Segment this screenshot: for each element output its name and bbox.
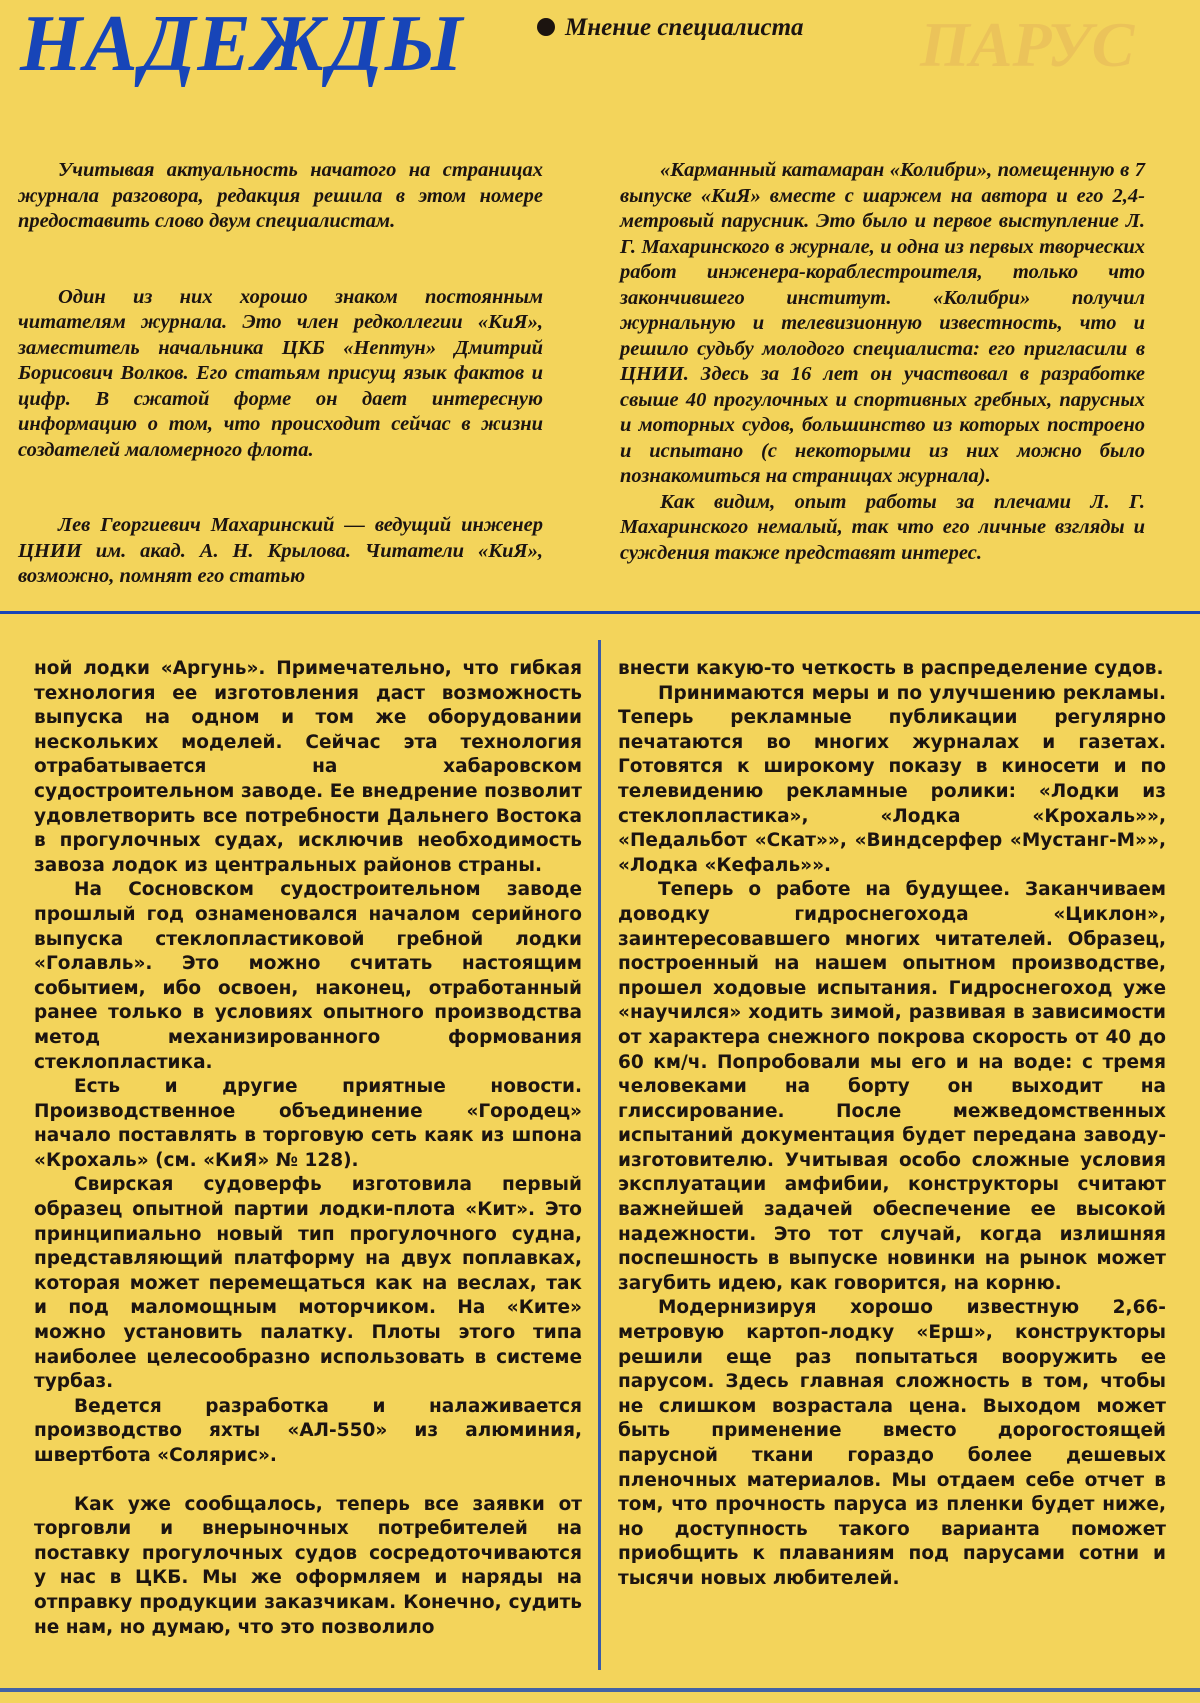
body-paragraph: Теперь о работе на будущее. Заканчиваем доводку гидроснегохода «Циклон», заинтересовавшего многих читателей. Образец, построенный на нашем опытном производстве, прошел ходовые испытания. Гидроснегоход уже «научился» ходить зимой, развивая в зависимости от характера снежного покрова скорость от 40 до 60 км/ч. Попробовали мы его и на воде: с тремя человеками на борту он выходит на глиссирование. После межведомственных испытаний документация будет передана заводу-изготовителю. Учитывая особо сложные условия эксплуатации амфибии, конструкторы считают важнейшей задачей обеспечение ее высокой надежности. Это тот случай, когда излишняя поспешность в выпуске новинки на рынок может загубить идею, как говорится, на корню. <box>618 879 1166 1294</box>
show-through-print: ПАРУС <box>920 9 1135 80</box>
body-paragraph: Есть и другие приятные новости. Производственное объединение «Городец» начало поставлять в торговую сеть каяк из шпона «Крохаль» (см. «КиЯ» № 128). <box>34 1076 582 1171</box>
body-paragraph: Модернизируя хорошо известную 2,66-метровую картоп-лодку «Ерш», конструкторы решили еще раз попытаться вооружить ее парусом. Здесь главная сложность в том, чтобы не слишком возрастала цена. Выходом может быть применение вместо дорогостоящей парусной ткани гораздо более дешевых пленочных материалов. Мы отдаем себе отчет в том, что прочность паруса из пленки будет ниже, но доступность такого варианта поможет приобщить к плаваниям под парусами сотни и тысячи новых любителей. <box>618 1297 1166 1589</box>
body-right-column <box>618 657 1166 1592</box>
section-divider <box>0 611 1200 614</box>
intro-paragraph: Лев Георгиевич Махаринский — ведущий инженер ЦНИИ им. акад. А. Н. Крылова. Читатели «КиЯ», возможно, помнят его статью <box>18 514 543 587</box>
body-paragraph: Свирская судоверфь изготовила первый образец опытной партии лодки-плота «Кит». Это принципиально новый тип прогулочного судна, представляющий платформу на двух поплавках, которая может перемещаться как на веслах, так и под маломощным моторчиком. На «Ките» можно установить палатку. Плоты этого типа наиболее целесообразно использовать в системе турбаз. <box>34 1174 582 1393</box>
page-title: НАДЕЖДЫ <box>20 0 465 88</box>
intro-left-column <box>18 158 543 590</box>
body-paragraph: На Сосновском судостроительном заводе прошлый год ознаменовался началом серийного выпуска стеклопластиковой гребной лодки «Голавль». Это можно считать настоящим событием, ибо освоен, наконец, отработанный ранее только в условиях опытного производства метод механизированного формования стеклопластика. <box>34 879 582 1073</box>
intro-paragraph: Как видим, опыт работы за плечами Л. Г. Махаринского немалый, так что его личные взгляды и суждения также представят интерес. <box>620 490 1145 564</box>
body-left-column <box>34 657 582 1640</box>
body-paragraph: Как уже сообщалось, теперь все заявки от торговли и внерыночных потребителей на поставку прогулочных судов сосредоточиваются у нас в ЦКБ. Мы же оформляем и наряды на отправку продукции заказчикам. Конечно, судить не нам, но думаю, что это позволило <box>34 1493 582 1638</box>
intro-right-column <box>620 158 1145 566</box>
intro-paragraph: Один из них хорошо знаком постоянным читателям журнала. Это член редколлегии «КиЯ», заместитель начальника ЦКБ «Нептун» Дмитрий Борисович Волков. Его статьям присущ язык фактов и цифр. В сжатой форме он дает интересную информацию о том, что происходит сейчас в жизни создателей маломерного флота. <box>18 285 543 461</box>
body-paragraph: Ведется разработка и налаживается производство яхты «АЛ-550» из алюминия, швертбота «Солярис». <box>34 1395 582 1466</box>
body-paragraph: Принимаются меры и по улучшению рекламы. Теперь рекламные публикации регулярно печатаются во многих журналах и газетах. Готовятся к широкому показу в киносети и по телевидению рекламные ролики: «Лодки из стеклопластика», «Лодка «Крохаль»», «Педальбот «Скат»», «Виндсерфер «Мустанг-М»», «Лодка «Кефаль»». <box>618 682 1166 876</box>
bottom-rule <box>0 1688 1200 1692</box>
column-separator <box>598 640 601 1670</box>
body-paragraph: ной лодки «Аргунь». Примечательно, что гибкая технология ее изготовления даст возможность выпуска на одном и том же оборудовании нескольких моделей. Сейчас эта технология отрабатывается на хабаровском судостроительном заводе. Ее внедрение позволит удовлетворить все потребности Дальнего Востока в прогулочных судах, исключив необходимость завоза лодок из центральных районов страны. <box>34 658 582 876</box>
rubric-label: Мнение специалиста <box>565 14 804 41</box>
bullet-icon <box>537 18 555 36</box>
intro-paragraph: «Карманный катамаран «Колибри», помещенную в 7 выпуске «КиЯ» вместе с шаржем на автора и его 2,4-метровый парусник. Это было и первое выступление Л. Г. Махаринского в журнале, и одна из первых творческих работ инженера-кораблестроителя, только что закончившего институт. «Колибри» получил журнальную и телевизионную известность, что и решило судьбу молодого специалиста: его пригласили в ЦНИИ. Здесь за 16 лет он участвовал в разработке свыше 40 прогулочных и спортивных гребных, парусных и моторных судов, большинство из которых построено и испытано (с некоторыми из них можно было познакомиться на страницах журнала). <box>620 159 1145 487</box>
intro-paragraph: Учитывая актуальность начатого на страницах журнала разговора, редакция решила в этом номере предоставить слово двум специалистам. <box>18 159 543 232</box>
body-paragraph: внести какую-то четкость в распределение судов. <box>618 658 1164 679</box>
rubric <box>537 14 804 42</box>
